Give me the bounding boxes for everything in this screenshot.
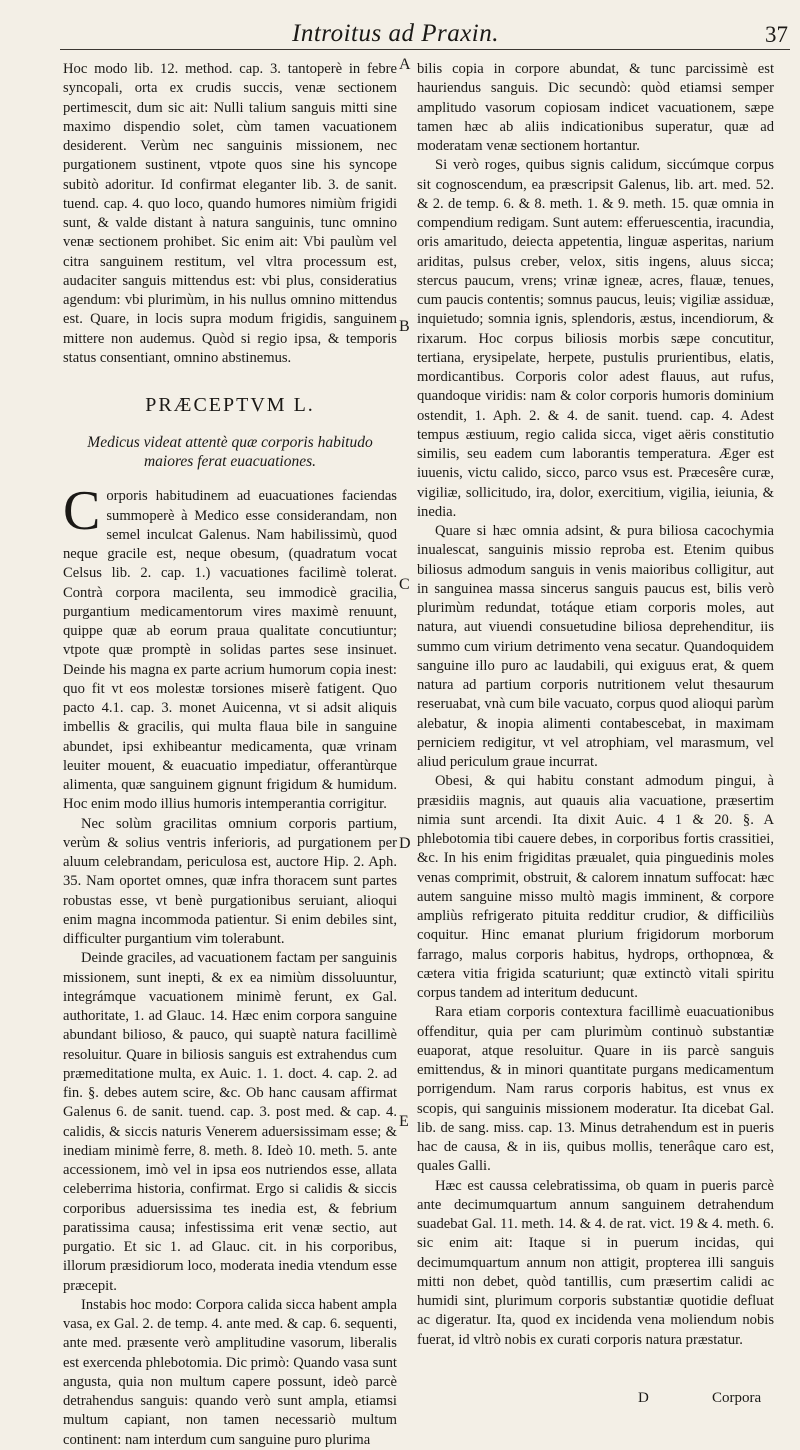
header-rule	[60, 49, 790, 50]
paragraph: Hoc modo lib. 12. method. cap. 3. tantoperè in febre syncopali, orta ex crudis succis, venæ sectionem pertimescit, dum sic ait: Nulli talium sanguis mitti sine maximo dispendio solet, cùm tamen vacuationem desiderent. Verùm nec sanguinis missionem, nec purgationem sustinent, vtpote quos sine his syncope subitò adoritur. Id confirmat eleganter lib. 3. de sanit. tuend. cap. 4. quo loco, quando humores nimiùm frigidi sunt, & valde distant à natura sanguinis, tunc omnino venæ sectionem prohibet. Sic enim ait: Vbi paulùm vel citra sanguinem restitum, vel vltra processum est, audaciter sanguis mittendus est: vbi plus, consideratius agendum: vbi plurimùm, in his nullus omnino mittendus est. Quare, in locis supra modum frigidis, sanguinem mittere non audemus. Quòd si regio ipsa, & temporis status consentiant, omnino abstinemus.	[63, 61, 397, 366]
margin-letter-c: C	[399, 576, 410, 593]
margin-letter-a: A	[399, 56, 411, 73]
precept-heading: PRÆCEPTVM L.	[145, 394, 315, 416]
paragraph: Instabis hoc modo: Corpora calida sicca habent ampla vasa, ex Gal. 2. de temp. 4. ante med. & cap. 6. sequenti, ante med. præsente verò amplitudine vasorum, liberalis est exercenda phlebotomia. Dic primò: Quando vasa sunt angusta, quia non multum capere possunt, ideò parcè detrahendus sanguis: quando verò sunt ampla, etiamsi multum capiant, non tamen necessariò multum continent: nam interdum cum sanguine puro plurima	[63, 1296, 397, 1448]
running-title: Introitus ad Praxin.	[292, 20, 499, 47]
paragraph: bilis copia in corpore abundat, & tunc parcissimè est hauriendus sanguis. Dic secundò: quòd etiamsi semper amplitudo vasorum copiosam indicet vacuationem, sæpe tamen hæc ab aliis indicationibus superatur, quæ ad moderatam venæ sectionem hortantur.	[417, 61, 774, 154]
catchword: Corpora	[712, 1390, 762, 1406]
right-column	[417, 60, 774, 1350]
paragraph: Deinde graciles, ad vacuationem factam per sanguinis missionem, sunt inepti, & ex ea nimiùm dissoluuntur, integrámque vacuationem minimè ferunt, ex Gal. authoritate, 1. ad Glauc. 14. Hæc enim corpora sanguine abundant bilioso, & pauco, qui suaptè natura facillimè resoluitur. Quare in biliosis sanguis est extrahendus cum præmeditatione multa, ex Auic. 1. 1. doct. 4. cap. 2. ad fin. §. debes autem scire, &c. Ob hanc causam affirmat Galenus 6. de sanit. tuend. cap. 3. post med. & cap. 4. calidis, & siccis naturis Venerem aduersissimam esse; & inediam minimè ferre, 8. meth. 8. Ideò 10. meth. 5. ante accessionem, imò vel in ipsa eos nutriendos esse, allata celeberrima historia, confirmat. Ergo si calidis & siccis corporibus aduersissima tes inedia est, & febrium paratissima causa; infestissima erit venæ sectio, aut purgatio. Et sic 1. ad Glauc. cit. in his corporibus, illorum præsidiorum loco, moderata inedia vtendum esse præcepit.	[63, 950, 397, 1294]
paragraph-text: orporis habitudinem ad euacuationes faciendas summoperè à Medico esse considerandam, non semel inculcat Galenus. Nam habilissimù, quod neque gracile est, neque obesum, (quadratum vocat Celsus lib. 2. cap. 1.) vacuationes facilimè tolerat. Contrà corpora macilenta, seu immodicè gracilia, purgantium medicamentorum vires maximè renuunt, quippe quæ ab eorum praua qualitate concutiuntur; vtpote quæ promptè in solidas partes sese insinuet. Deinde his magna ex parte acrium humorum copia inest: quo fit vt eos molestæ torsiones miserè fatigent. Quo pacto 4.1. cap. 3. monet Auicenna, vt si adsit aliquis imbellis & gracilis, qui multa flaua bile in sanguine abundet, ipsi exhibeantur medicamenta, quæ vrinam leuiter mouent, & euacuatio impediatur, offerantùrque alimenta, quæ sanguinem gignunt frigidum & humidum. Hoc enim modo illius humoris intemperantia corrigitur.	[63, 488, 397, 813]
margin-letter-e: E	[399, 1113, 409, 1130]
left-column	[63, 60, 397, 1450]
paragraph: Obesi, & qui habitu constant admodum pingui, à præsidiis magnis, aut quauis alia vacuatione, præsertim nimia sunt arcendi. Ita dixit Auic. 4 1 & 20. §. A phlebotomia tibi cauere debes, in corporibus fortis crassitiei, &c. In his enim frigiditas præualet, quia pinguedinis moles venas comprimit, obstruit, & calorem innatum suffocat: hæc autem sanguine misso multò magis imminent, & corpore ampliùs refrigerato pituita redditur crudior, & difficiliùs coquitur. Hinc emanat plurium frigidorum morborum farrago, malus corporis habitus, hydrops, orthopnœa, & cætera vitia frigida scaturiunt; quæ extinctò vitali spiritu corpus tandem ad interitum deducunt.	[417, 773, 774, 1001]
paragraph	[63, 480, 397, 814]
signature-mark: D	[638, 1390, 649, 1406]
precept-subheading: Medicus videat attentè quæ corporis habitudo maiores ferat euacuationes.	[87, 434, 373, 471]
drop-cap: C	[63, 480, 101, 543]
paragraph: Quare si hæc omnia adsint, & pura biliosa cacochymia inualescat, sanguinis missio reproba est. Etenim quibus biliosus admodum sanguis in venis maioribus colligitur, aut in sanguinea massa sincerus sanguis paucus est, bilis verò plurimùm redundat, totáque etiam corporis moles, aut natura, aut viuendi consuetudine biliosa deprehenditur, iis summo cum virium detrimento vena secatur. Quandoquidem sanguine illo puro ac laudabili, qui exiguus erat, & quem natura ad partium corporis nutritionem velut thesaurum reseruabat, vnà cum bile vacuato, corpus quod alioqui parùm alebatur, & inopia alimenti contabescebat, in maximam perniciem redigitur, vt vel atrophiam, vel marasmum, vel aliud periculum graue incurrat.	[417, 523, 774, 770]
margin-letter-b: B	[399, 318, 410, 335]
paragraph: Nec solùm gracilitas omnium corporis partium, verùm & solius ventris inferioris, ad purgationem per aluum celebrandam, periculosa est, auctore Hip. 2. Aph. 35. Nam oportet omnes, quæ infra thoracem sunt partes robustas esse, vt benè purgationibus seruiant, alioqui enim magna incommoda patientur. Si enim debiles sint, difficulter purgantium vim tolerabunt.	[63, 815, 397, 947]
paragraph: Hæc est caussa celebratissima, ob quam in pueris parcè ante decimumquartum annum sanguinem detrahendum suadebat Gal. 11. meth. 14. & 4. de rat. vict. 19 & 4. meth. 6. sic enim ait: Itaque si in puerum incidas, qui decimumquartum annum non attigit, propterea illi sanguis mitti non debet, quòd tantillis, cum præsertim calidi ac humidi sint, plurimum corporis substantiæ quotidie defluat ac digeratur. Ita, quod ex incidenda vena moliendum nobis fuerat, id vltrò nobis ex curati corporis natura præstatur.	[417, 1177, 774, 1348]
paragraph: Rara etiam corporis contextura facillimè euacuationibus offenditur, quia per cam plurimùm continuò substantiæ euaporat, atque resoluitur. Quare in iis parcè sanguis emittendus, & in minori quantitate purgans medicamentum porrigendum. Nam rarus corporis habitus, est vnus ex scopis, qui sanguinis missionem moderatur. Ita dicebat Gal. lib. de sang. miss. cap. 13. Minus detrahendum est in pueris hac de causa, & in iis, quibus mollis, tenerâque caro est, quales Galli.	[417, 1004, 774, 1175]
page-number: 37	[765, 22, 788, 47]
margin-letter-d: D	[399, 835, 411, 852]
paragraph: Si verò roges, quibus signis calidum, siccúmque corpus sit cognoscendum, ea præscripsit Galenus, lib. art. med. 52. & 2. de temp. 6. & 8. meth. 1. & 9. meth. 15. quæ omnia in compendium redigam. Sunt autem: efferuescentia, iracundia, oris amaritudo, deiecta appetentia, linguæ asperitas, narium ariditas, pulsus creber, velox, sitis ingens, aluus sicca; stercus paucum, vrens; vrinæ igneæ, acres, flauæ, tenues, cum paucis contentis; somnus paucus, leuis; vigiliæ assiduæ, inquietudo; somnia ignis, splendoris, æstus, incendiorum, & rixarum. Hoc corpus biliosis morbis sæpe concutitur, tertiana, erysipelate, herpete, pustulis prurientibus, elatis, mordicantibus. Corporis color adest flauus, aut rufus, quandoque viridis: nam & color corporis humoris dominium ostendit, 1. Aph. 2. & 4. de sanit. tuend. cap. 4. Adest tempus æstiuum, regio calida sicca, viget aëris constitutio similis, seu eadem cum laborantis temperatura. Æger est iuuenis, victu calido, sicco, parco vsus est. Præcesêre curæ, vigiliæ, sollicitudo, ira, dolor, exercitium, vigilia, ieiunia, & inedia.	[417, 157, 774, 520]
